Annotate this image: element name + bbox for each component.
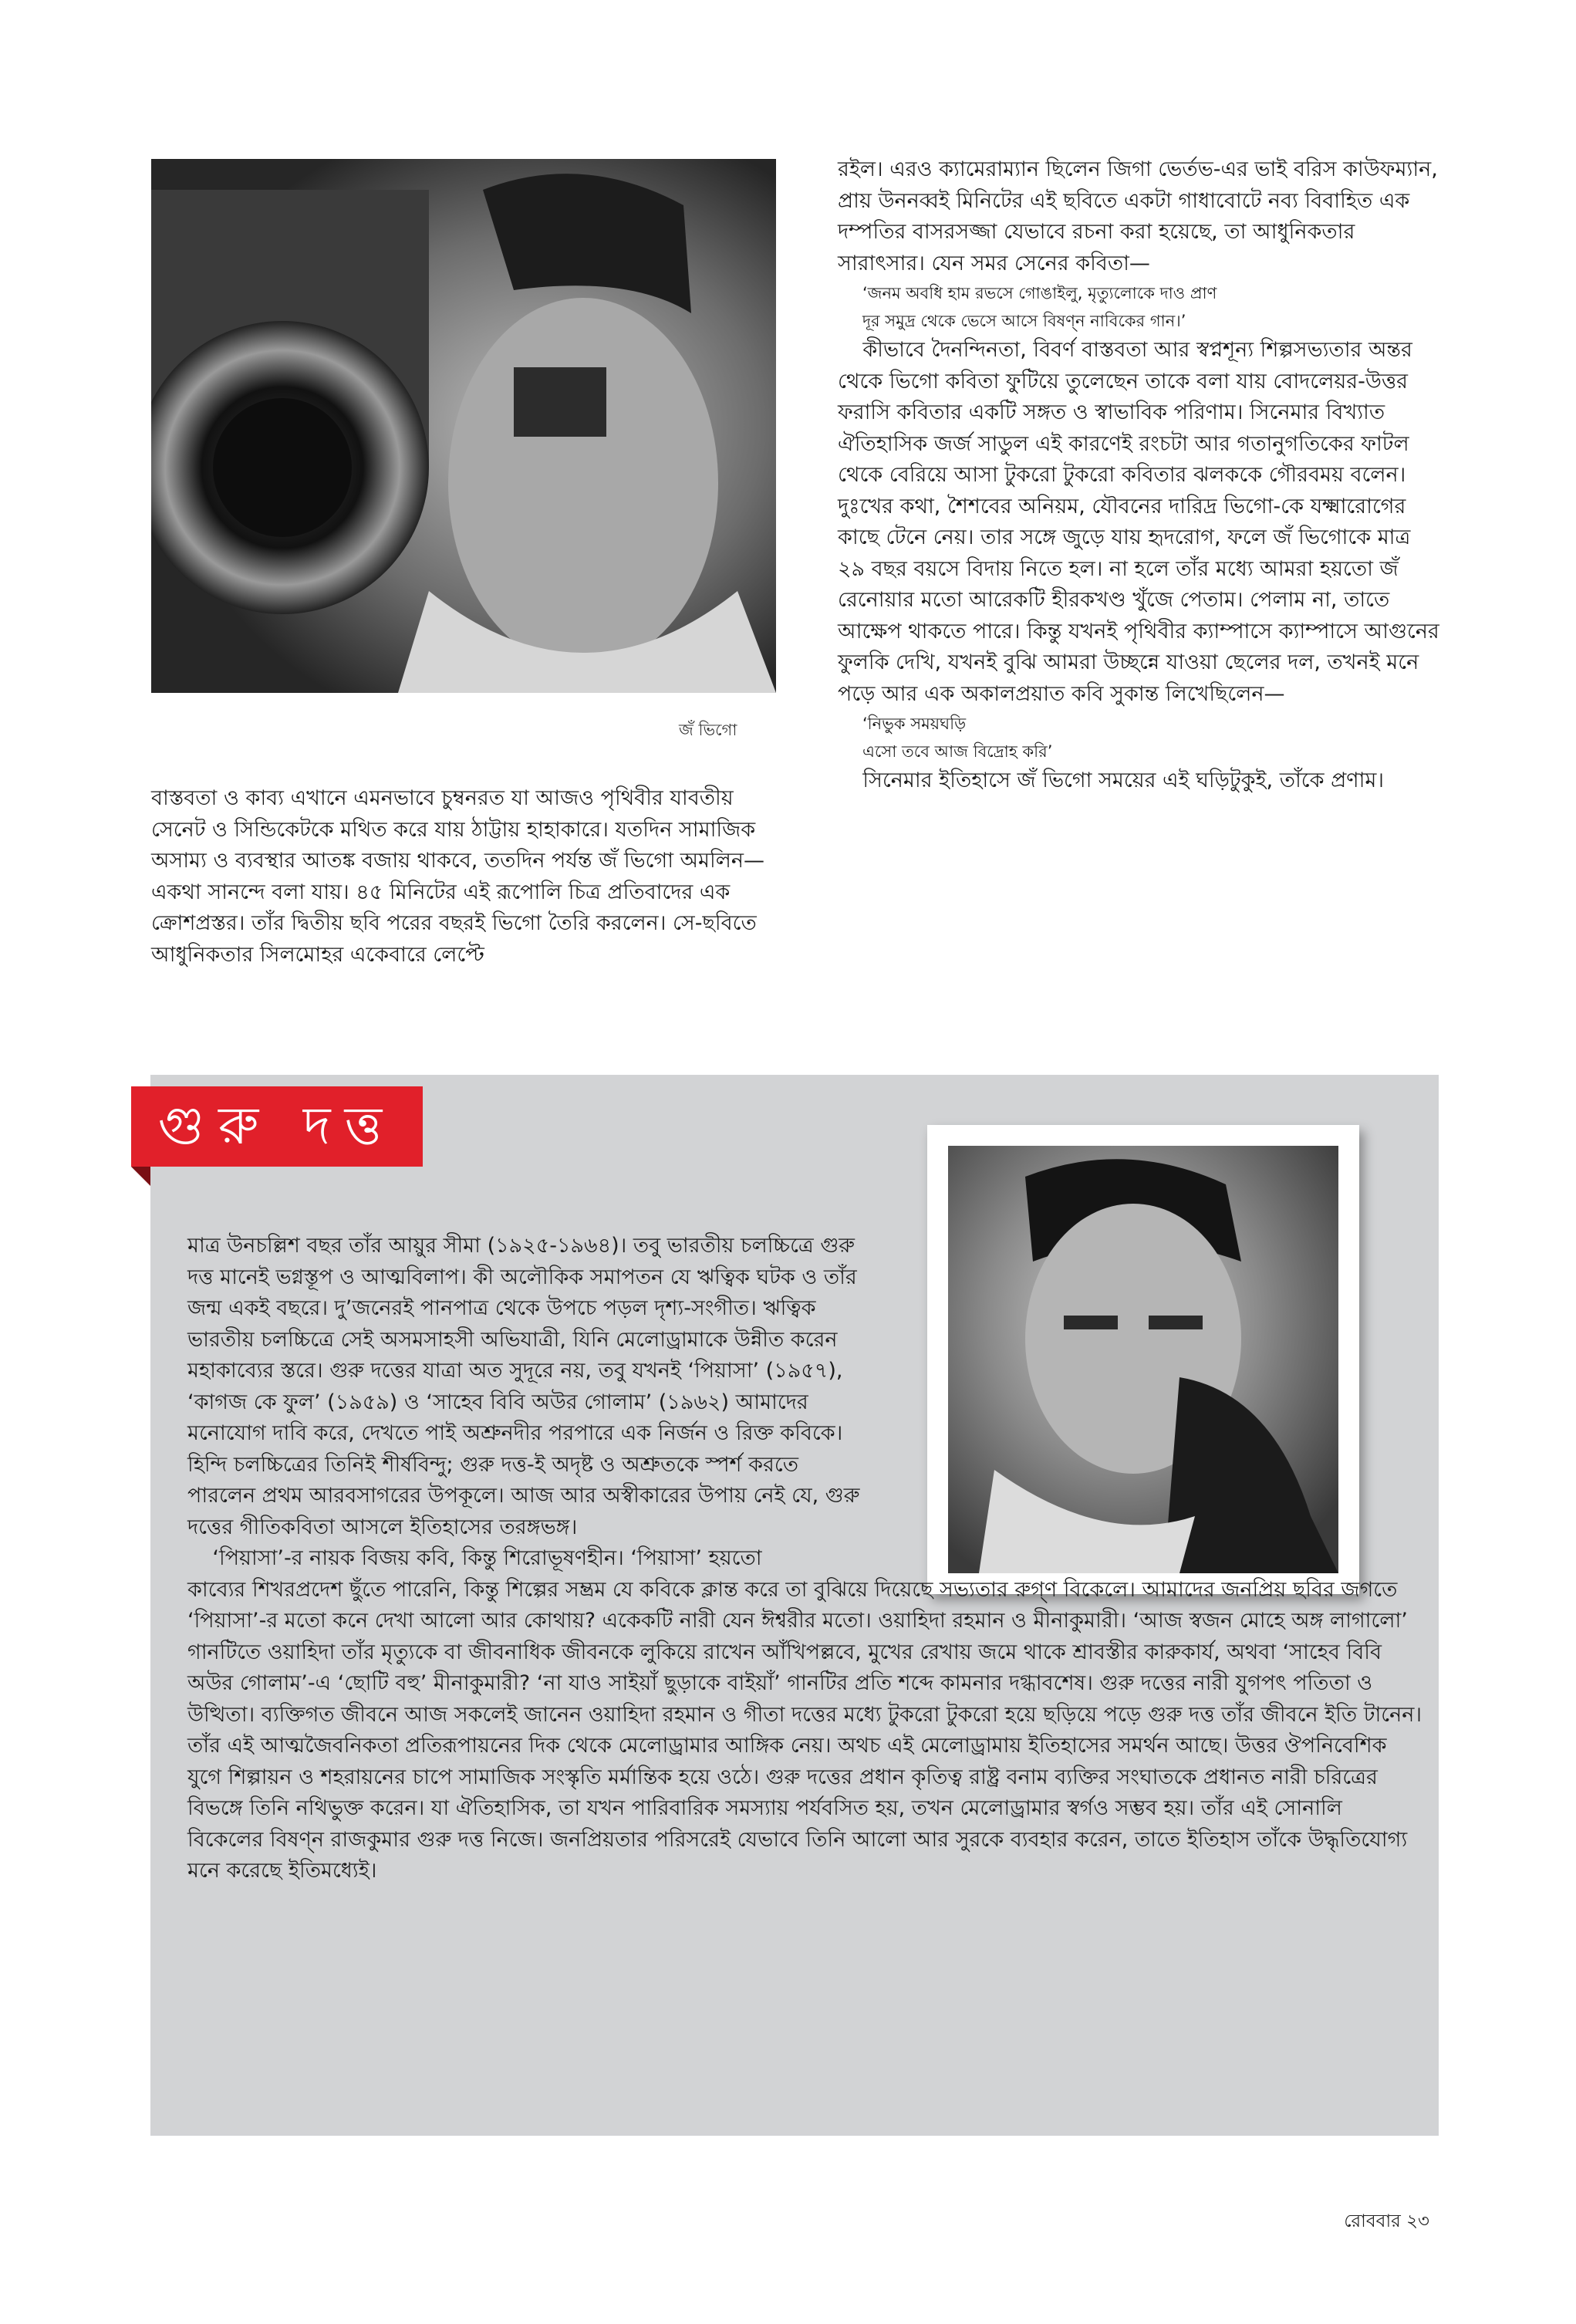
page-folio: রোববার ২৩ (1344, 2211, 1429, 2231)
left-column (151, 783, 776, 971)
section-body (187, 1231, 1422, 1887)
section-heading: গুরু দত্ত (131, 1086, 423, 1167)
quote-2-line-2: এসো তবে আজ বিদ্রোহ করি’ (862, 742, 1053, 761)
right-paragraph-3: সিনেমার ইতিহাসে জঁ ভিগো সময়ের এই ঘড়িটুকুই, তাঁকে প্রণাম। (862, 768, 1385, 792)
right-paragraph-1: রইল। এরও ক্যামেরাম্যান ছিলেন জিগা ভের্তভ-এর ভাই বরিস কাউফম্যান, প্রায় উননব্বই মিনিটের এই ছবিতে একটা গাধাবোটে নব্য বিবাহিত এক দম্পতির বাসরসজ্জা যেভাবে রচনা করা হয়েছে, তা আধুনিকতার সারাৎসার। যেন সমর সেনের কবিতা— (838, 157, 1438, 275)
quote-2-line-1: ‘নিভুক সময়ঘড়ি (862, 714, 967, 733)
jean-vigo-photo (151, 159, 776, 693)
section-paragraph-1: মাত্র উনচল্লিশ বছর তাঁর আয়ুর সীমা (১৯২৫-১৯৬৪)। তবু ভারতীয় চলচ্চিত্রে গুরু দত্ত মানেই ভগ্নস্তূপ ও আত্মবিলাপ। কী অলৌকিক সমাপতন যে ঋত্বিক ঘটক ও তাঁর জন্ম একই বছরে। দু’জনেরই পানপাত্র থেকে উপচে পড়ল দৃশ্য-সংগীত। ঋত্বিক ভারতীয় চলচ্চিত্রে সেই অসমসাহসী অভিযাত্রী, যিনি মেলোড্রামাকে উন্নীত করেন মহাকাব্যের স্তরে। গুরু দত্তের যাত্রা অত সুদূরে নয়, তবু যখনই ‘পিয়াসা’ (১৯৫৭), ‘কাগজ কে ফুল’ (১৯৫৯) ও ‘সাহেব বিবি অউর গোলাম’ (১৯৬২) আমাদের মনোযোগ দাবি করে, দেখতে পাই অশ্রুনদীর পরপারে এক নির্জন ও রিক্ত কবিকে। হিন্দি চলচ্চিত্রের তিনিই শীর্ষবিন্দু; গুরু দত্ত-ই অদৃষ্ট ও অশ্রুতকে স্পর্শ করতে পারলেন প্রথম আরবসাগরের উপকূলে। আজ আর অস্বীকারের উপায় নেই যে, গুরু দত্তের গীতিকবিতা আসলে ইতিহাসের তরঙ্গভঙ্গ। (187, 1234, 860, 1539)
quote-1-line-2: দূর সমুদ্র থেকে ভেসে আসে বিষণ্ন নাবিকের গান।’ (862, 312, 1186, 330)
right-paragraph-2: কীভাবে দৈনন্দিনতা, বিবর্ণ বাস্তবতা আর স্বপ্নশূন্য শিল্পসভ্যতার অন্তর থেকে ভিগো কবিতা ফুটিয়ে তুলেছেন তাকে বলা যায় বোদলেয়র-উত্তর ফরাসি কবিতার একটি সঙ্গত ও স্বাভাবিক পরিণাম। সিনেমার বিখ্যাত ঐতিহাসিক জর্জ সাডুল এই কারণেই রংচটা আর গতানুগতিকের ফাটল থেকে বেরিয়ে আসা টুকরো টুকরো কবিতার ঝলককে গৌরবময় বলেন। দুঃখের কথা, শৈশবের অনিয়ম, যৌবনের দারিদ্র ভিগো-কে যক্ষ্মারোগের কাছে টেনে নেয়। তার সঙ্গে জুড়ে যায় হৃদরোগ, ফলে জঁ ভিগোকে মাত্র ২৯ বছর বয়সে বিদায় নিতে হল। না হলে তাঁর মধ্যে আমরা হয়তো জঁ রেনোয়ার মতো আরেকটি হীরকখণ্ড খুঁজে পেতাম। পেলাম না, তাতে আক্ষেপ থাকতে পারে। কিন্তু যখনই পৃথিবীর ক্যাম্পাসে ক্যাম্পাসে আগুনের ফুলকি দেখি, যখনই বুঝি আমরা উচ্ছন্নে যাওয়া ছেলের দল, তখনই মনে পড়ে আর এক অকালপ্রয়াত কবি সুকান্ত লিখেছিলেন— (838, 338, 1439, 706)
left-column-text: বাস্তবতা ও কাব্য এখানে এমনভাবে চুম্বনরত যা আজও পৃথিবীর যাবতীয় সেনেট ও সিন্ডিকেটকে মথিত করে যায় ঠাট্টায় হাহাকারে। যতদিন সামাজিক অসাম্য ও ব্যবস্থার আতঙ্ক বজায় থাকবে, ততদিন পর্যন্ত জঁ ভিগো অমলিন—একথা সানন্দে বলা যায়। ৪৫ মিনিটের এই রূপোলি চিত্র প্রতিবাদের এক ক্রোশপ্রস্তর। তাঁর দ্বিতীয় ছবি পরের বছরই ভিগো তৈরি করলেন। সে-ছবিতে আধুনিকতার সিলমোহর একেবারে লেপ্টে (151, 786, 764, 967)
quote-1-line-1: ‘জনম অবধি হাম রভসে গোঙাইলু, মৃত্যুলোকে দাও প্রাণ (862, 284, 1217, 302)
banner-fold (131, 1167, 150, 1186)
photo-caption: জঁ ভিগো (679, 721, 737, 739)
right-column (838, 154, 1439, 797)
section-paragraph-2-lead: ‘পিয়াসা’-র নায়ক বিজয় কবি, কিন্তু শিরোভূষণহীন। ‘পিয়াসা’ হয়তো (212, 1546, 762, 1570)
section-paragraph-2-rest: কাব্যের শিখরপ্রদেশ ছুঁতে পারেনি, কিন্তু শিল্পের সম্ভ্রম যে কবিকে ক্লান্ত করে তা বুঝিয়ে দিয়েছে সভ্যতার রুগ্‌ণ বিকেলে। আমাদের জনপ্রিয় ছবির জগতে ‘পিয়াসা’-র মতো কনে দেখা আলো আর কোথায়? একেকটি নারী যেন ঈশ্বরীর মতো। ওয়াহিদা রহমান ও মীনাকুমারী। ‘আজ স্বজন মোহে অঙ্গ লাগালো’ গানটিতে ওয়াহিদা তাঁর মৃত্যুকে বা জীবনাধিক জীবনকে লুকিয়ে রাখেন আঁখিপল্লবে, মুখের রেখায় জমে থাকে শ্রাবস্তীর কারুকার্য, অথবা ‘সাহেব বিবি অউর গোলাম’-এ ‘ছোটি বহু’ মীনাকুমারী? ‘না যাও সাইয়াঁ ছুড়াকে বাইয়াঁ’ গানটির প্রতি শব্দে কামনার দগ্ধাবশেষ। গুরু দত্তের নারী যুগপৎ পতিতা ও উত্থিতা। ব্যক্তিগত জীবনে আজ সকলেই জানেন ওয়াহিদা রহমান ও গীতা দত্তের মধ্যে টুকরো টুকরো হয়ে ছড়িয়ে পড়ে গুরু দত্ত তাঁর জীবনে ইতি টানেন। তাঁর এই আত্মজৈবনিকতা প্রতিরূপায়নের দিক থেকে মেলোড্রামার আঙ্গিক নেয়। অথচ এই মেলোড্রামায় ইতিহাসের সমর্থন আছে। উত্তর ঔপনিবেশিক যুগে শিল্পায়ন ও শহরায়নের চাপে সামাজিক সংস্কৃতি মর্মান্তিক হয়ে ওঠে। গুরু দত্তের প্রধান কৃতিত্ব রাষ্ট্র বনাম ব্যক্তির সংঘাতকে প্রধানত নারী চরিত্রের বিভঙ্গে তিনি নথিভুক্ত করেন। যা ঐতিহাসিক, তা যখন পারিবারিক সমস্যায় পর্যবসিত হয়, তখন মেলোড্রামার স্বর্গও সম্ভব হয়। তাঁর এই সোনালি বিকেলের বিষণ্ন রাজকুমার গুরু দত্ত নিজে। জনপ্রিয়তার পরিসরেই যেভাবে তিনি আলো আর সুরকে ব্যবহার করেন, তাতে ইতিহাস তাঁকে উদ্ধৃতিযোগ্য মনে করেছে ইতিমধ্যেই। (187, 1577, 1422, 1883)
